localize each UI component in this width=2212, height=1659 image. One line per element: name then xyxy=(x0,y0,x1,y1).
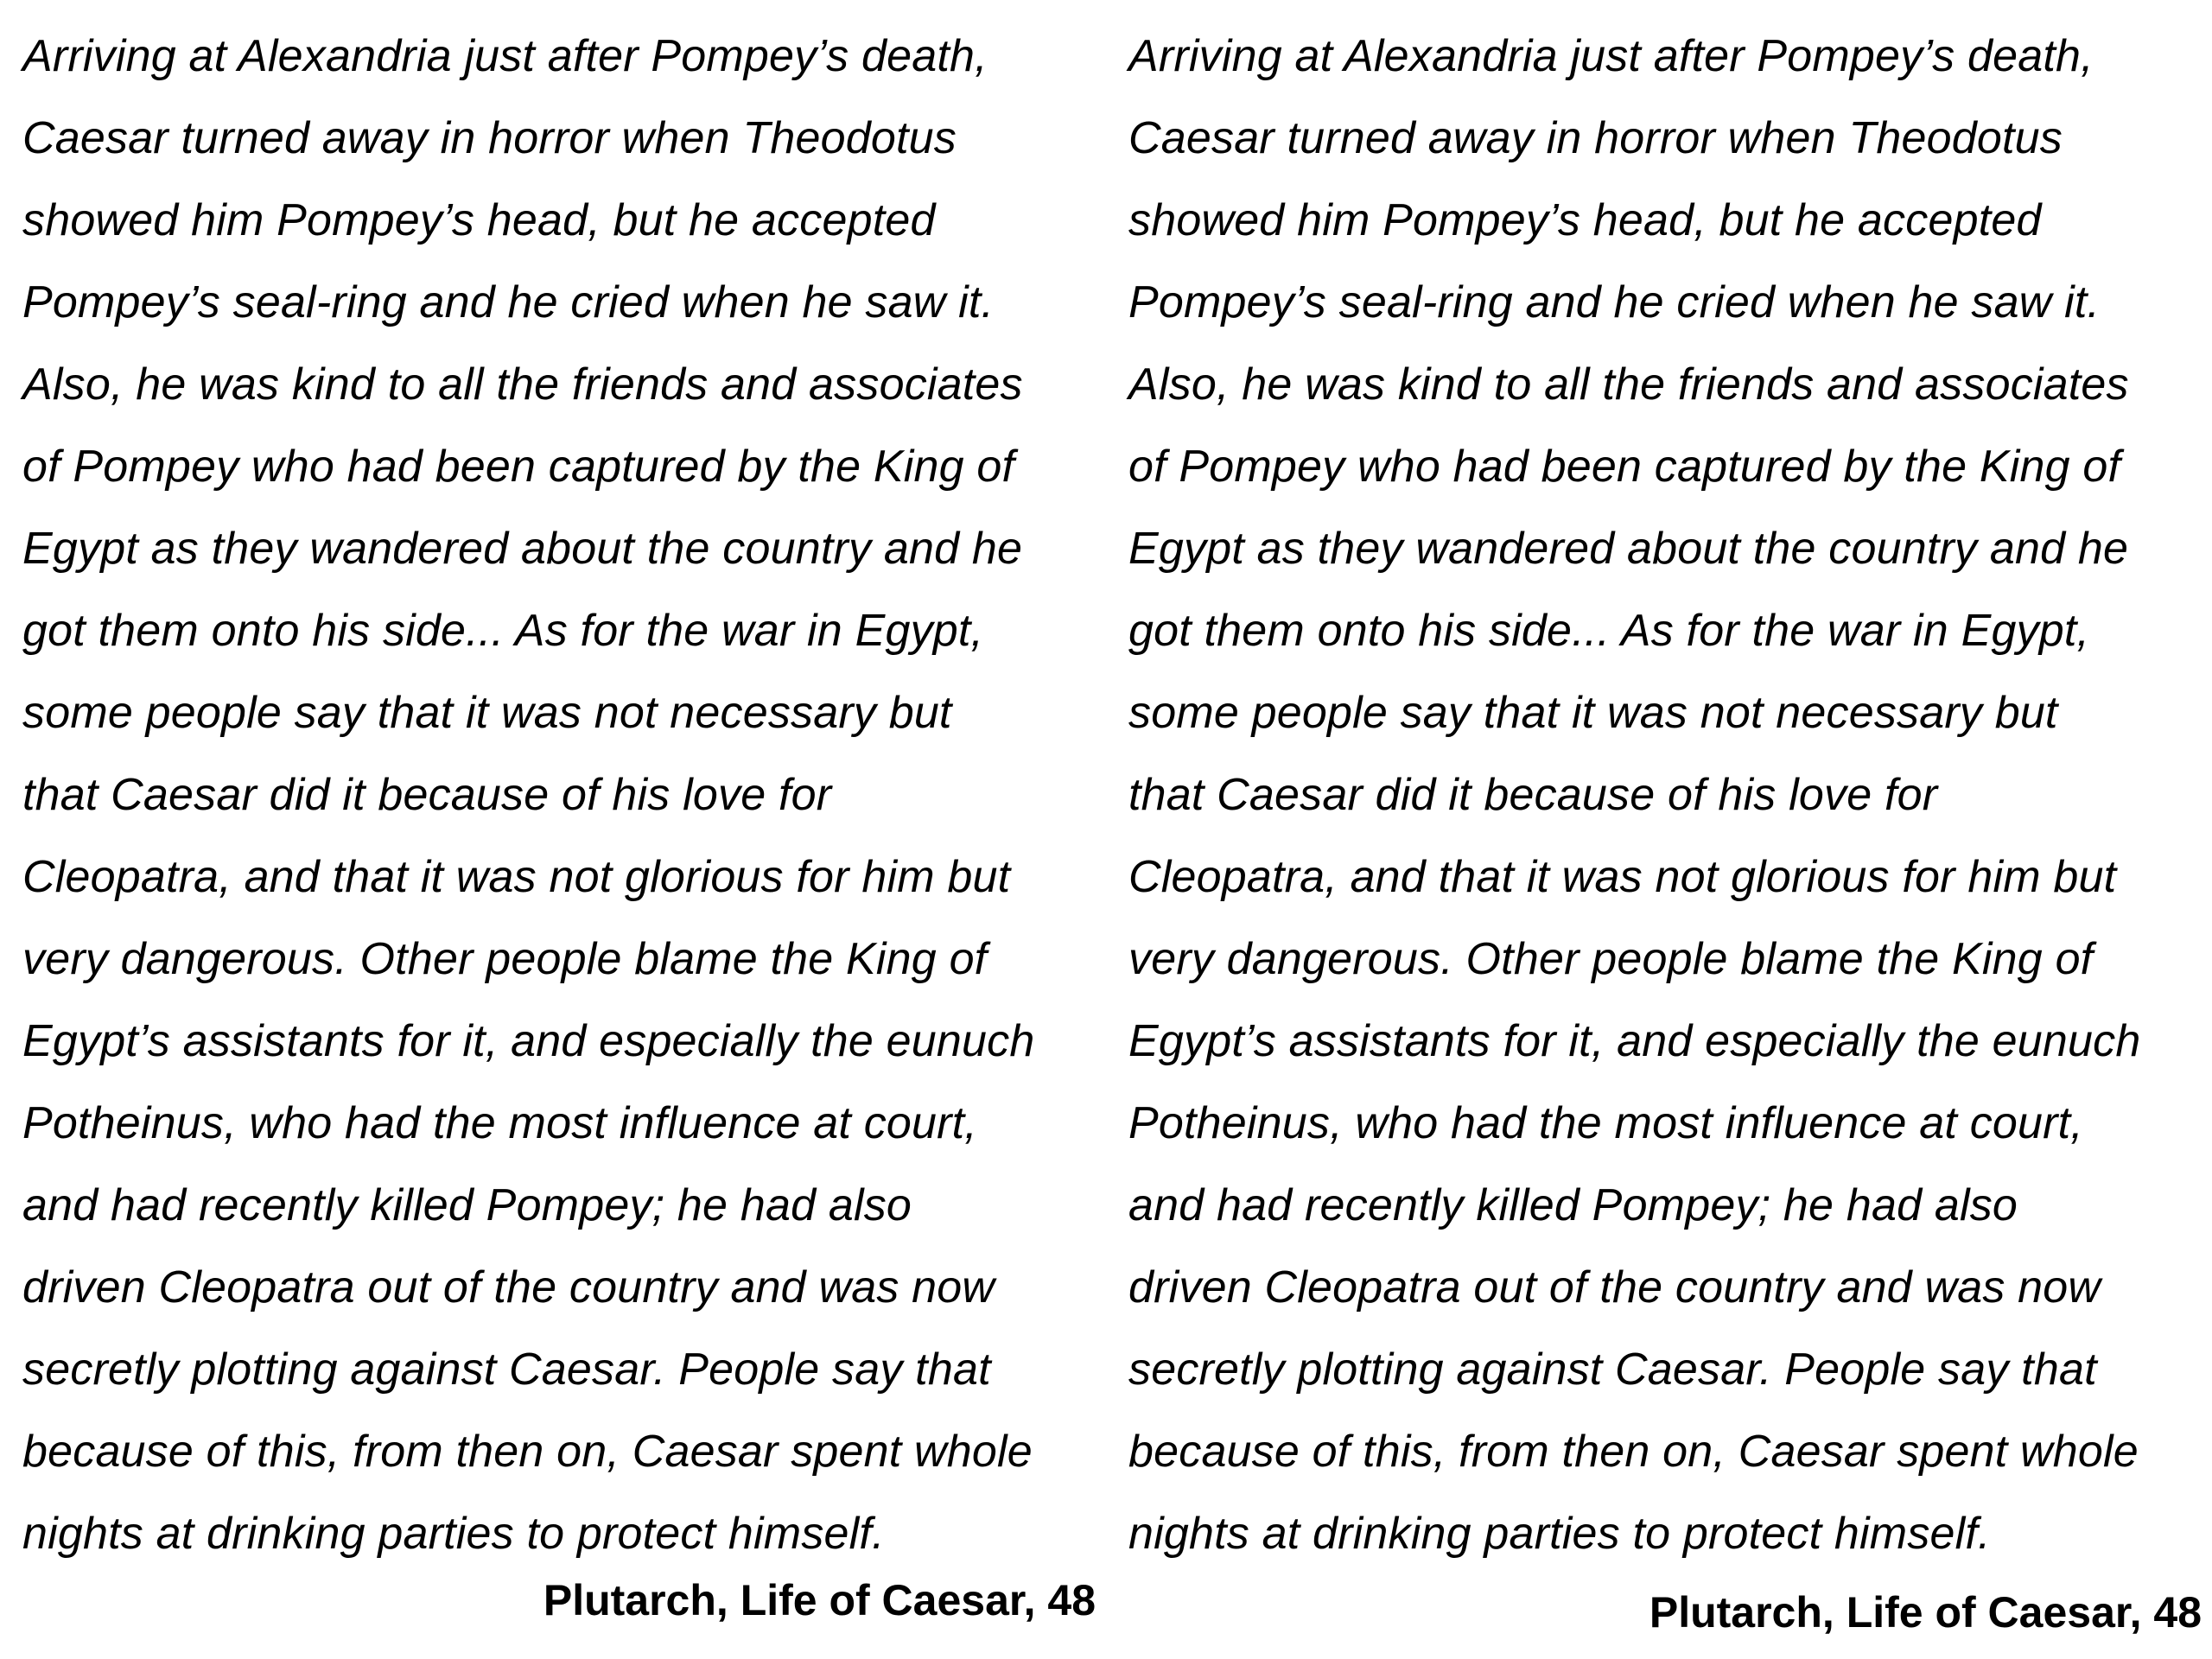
quote-column-left xyxy=(22,22,1120,1582)
quote-line: very dangerous. Other people blame the King of xyxy=(22,934,988,984)
quote-line: got them onto his side... As for the war in Egypt, xyxy=(22,606,984,656)
quote-line: Potheinus, who had the most influence at court, xyxy=(22,1098,977,1148)
quote-line: Potheinus, who had the most influence at court, xyxy=(1128,1098,2083,1148)
quote-line: driven Cleopatra out of the country and was now xyxy=(22,1262,995,1313)
quote-line: Egypt’s assistants for it, and especially the eunuch xyxy=(1128,1016,2141,1066)
quote-line: showed him Pompey’s head, but he accepted xyxy=(22,195,936,245)
quote-line: secretly plotting against Caesar. People say that xyxy=(1128,1344,2097,1395)
quote-column-right xyxy=(1128,22,2212,1582)
quote-line: Cleopatra, and that it was not glorious for him but xyxy=(1128,852,2117,902)
quote-line: Caesar turned away in horror when Theodotus xyxy=(1128,113,2063,163)
quote-line: and had recently killed Pompey; he had also xyxy=(22,1180,912,1230)
quote-line: nights at drinking parties to protect himself. xyxy=(1128,1509,1991,1559)
quote-line: Pompey’s seal-ring and he cried when he saw it. xyxy=(1128,277,2101,327)
quote-line: very dangerous. Other people blame the King of xyxy=(1128,934,2094,984)
quote-line: secretly plotting against Caesar. People say that xyxy=(22,1344,991,1395)
citation-right: Plutarch, Life of Caesar, 48 xyxy=(1649,1588,2202,1637)
quote-line: Also, he was kind to all the friends and associates xyxy=(1128,359,2129,410)
citation-left: Plutarch, Life of Caesar, 48 xyxy=(543,1576,1096,1624)
quote-line: Pompey’s seal-ring and he cried when he saw it. xyxy=(22,277,995,327)
quote-line: Arriving at Alexandria just after Pompey’s death, xyxy=(1128,31,2094,81)
quote-line: driven Cleopatra out of the country and was now xyxy=(1128,1262,2101,1313)
quote-line: Also, he was kind to all the friends and associates xyxy=(22,359,1023,410)
quote-line: got them onto his side... As for the war in Egypt, xyxy=(1128,606,2090,656)
quote-line: some people say that it was not necessary but xyxy=(1128,688,2058,738)
quote-line: showed him Pompey’s head, but he accepted xyxy=(1128,195,2042,245)
quote-line: Caesar turned away in horror when Theodotus xyxy=(22,113,957,163)
quote-line: Egypt’s assistants for it, and especially the eunuch xyxy=(22,1016,1035,1066)
quote-line: of Pompey who had been captured by the King of xyxy=(1128,442,2121,492)
quote-line: because of this, from then on, Caesar spent whole xyxy=(1128,1427,2139,1477)
quote-line: Cleopatra, and that it was not glorious for him but xyxy=(22,852,1011,902)
quote-line: that Caesar did it because of his love for xyxy=(1128,770,1938,820)
quote-line: because of this, from then on, Caesar spent whole xyxy=(22,1427,1033,1477)
quote-line: that Caesar did it because of his love for xyxy=(22,770,832,820)
quote-line: Egypt as they wandered about the country and he xyxy=(22,524,1023,574)
quote-line: Egypt as they wandered about the country and he xyxy=(1128,524,2129,574)
quote-line: nights at drinking parties to protect himself. xyxy=(22,1509,885,1559)
quote-line: of Pompey who had been captured by the King of xyxy=(22,442,1015,492)
quote-line: Arriving at Alexandria just after Pompey’s death, xyxy=(22,31,988,81)
quote-line: and had recently killed Pompey; he had also xyxy=(1128,1180,2018,1230)
quote-line: some people say that it was not necessary but xyxy=(22,688,952,738)
